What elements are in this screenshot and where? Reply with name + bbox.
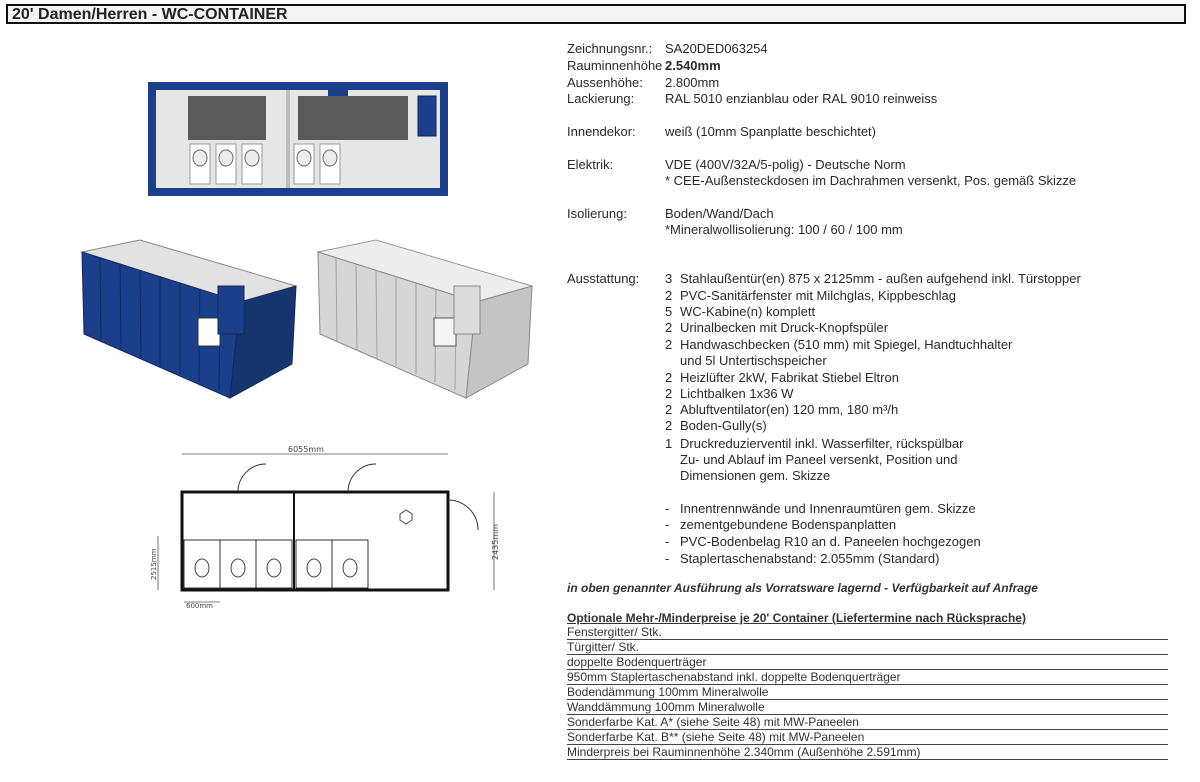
equipment-qty: 5 — [665, 304, 673, 319]
equipment-text: Staplertaschenabstand: 2.055mm (Standard) — [680, 551, 940, 566]
innen-value: weiß (10mm Spanplatte beschichtet) — [665, 124, 876, 139]
floor-plan-drawing — [148, 440, 508, 612]
equipment-text: Druckreduzierventil inkl. Wasserfilter, rückspülbar — [680, 436, 964, 451]
equipment-text: Innentrennwände und Innenraumtüren gem. Skizze — [680, 501, 976, 516]
equipment-text: WC-Kabine(n) komplett — [680, 304, 816, 319]
equipment-qty: - — [665, 534, 670, 549]
elektrik-note: * CEE-Außensteckdosen im Dachrahmen versenkt, Pos. gemäß Skizze — [665, 173, 1077, 188]
option-item: Sonderfarbe Kat. A* (siehe Seite 48) mit MW-Paneelen — [567, 715, 1168, 730]
equipment-text: Boden-Gully(s) — [680, 418, 767, 433]
equipment-qty: - — [665, 501, 670, 516]
equipment-qty: 2 — [665, 418, 673, 433]
lack-value: RAL 5010 enzianblau oder RAL 9010 reinweiss — [665, 91, 938, 106]
options-title: Optionale Mehr-/Minderpreise je 20' Container (Liefertermine nach Rücksprache) — [567, 611, 1026, 625]
iso-note: *Mineralwollisolierung: 100 / 60 / 100 mm — [665, 222, 903, 237]
equipment-text: Heizlüfter 2kW, Fabrikat Stiebel Eltron — [680, 370, 899, 385]
top-view-render — [148, 82, 448, 196]
option-item: Minderpreis bei Rauminnenhöhe 2.340mm (Außenhöhe 2.591mm) — [567, 745, 1168, 760]
iso-label: Isolierung: — [567, 206, 627, 221]
equipment-text: Dimensionen gem. Skizze — [680, 468, 831, 483]
zeichnung-label: Zeichnungsnr.: — [567, 41, 653, 56]
equipment-qty: 1 — [665, 436, 673, 451]
equipment-text: PVC-Bodenbelag R10 an d. Paneelen hochgezogen — [680, 534, 981, 549]
equipment-text: Lichtbalken 1x36 W — [680, 386, 794, 401]
equipment-text: Zu- und Ablauf im Paneel versenkt, Position und — [680, 452, 958, 467]
equipment-text: Urinalbecken mit Druck-Knopfspüler — [680, 320, 889, 335]
equipment-text: zementgebundene Bodenspanplatten — [680, 517, 897, 532]
raum-value: 2.540mm — [665, 58, 721, 73]
raum-label: Rauminnenhöhe — [567, 58, 663, 73]
blue-container-render — [80, 236, 300, 400]
option-item: Bodendämmung 100mm Mineralwolle — [567, 685, 1168, 700]
equipment-qty: 3 — [665, 271, 673, 286]
equipment-qty: 2 — [665, 320, 673, 335]
option-item: 950mm Staplertaschenabstand inkl. doppelte Bodenquerträger — [567, 670, 1168, 685]
option-item: Wanddämmung 100mm Mineralwolle — [567, 700, 1168, 715]
equipment-qty: 2 — [665, 402, 673, 417]
equipment-qty: - — [665, 551, 670, 566]
aussen-value: 2.800mm — [665, 75, 720, 90]
ausstattung-label: Ausstattung: — [567, 271, 640, 286]
elektrik-label: Elektrik: — [567, 157, 614, 172]
iso-value: Boden/Wand/Dach — [665, 206, 774, 221]
equipment-qty: 2 — [665, 288, 673, 303]
elektrik-value: VDE (400V/32A/5-polig) - Deutsche Norm — [665, 157, 906, 172]
option-item: doppelte Bodenquerträger — [567, 655, 1168, 670]
option-item: Sonderfarbe Kat. B** (siehe Seite 48) mit MW-Paneelen — [567, 730, 1168, 745]
side-dimension: 2515mm — [150, 548, 158, 580]
innen-label: Innendekor: — [567, 124, 636, 139]
width-dimension: 2435mm — [491, 524, 500, 560]
equipment-text: Handwaschbecken (510 mm) mit Spiegel, Handtuchhalter — [680, 337, 1013, 352]
length-dimension: 6055mm — [288, 445, 324, 454]
page-title: 20' Damen/Herren - WC-CONTAINER — [6, 4, 1186, 24]
equipment-text: Stahlaußentür(en) 875 x 2125mm - außen aufgehend inkl. Türstopper — [680, 271, 1081, 286]
grey-container-render — [316, 236, 536, 400]
availability-note: in oben genannter Ausführung als Vorratsware lagernd - Verfügbarkeit auf Anfrage — [567, 581, 1038, 595]
lack-label: Lackierung: — [567, 91, 635, 106]
equipment-qty: 2 — [665, 370, 673, 385]
equipment-qty: 2 — [665, 386, 673, 401]
equipment-text: und 5l Untertischspeicher — [680, 353, 827, 368]
equipment-text: Abluftventilator(en) 120 mm, 180 m³/h — [680, 402, 899, 417]
equipment-qty: 2 — [665, 337, 673, 352]
aussen-label: Aussenhöhe: — [567, 75, 643, 90]
option-item: Fenstergitter/ Stk. — [567, 625, 1168, 640]
equipment-text: PVC-Sanitärfenster mit Milchglas, Kippbeschlag — [680, 288, 957, 303]
equipment-qty: - — [665, 517, 670, 532]
option-item: Türgitter/ Stk. — [567, 640, 1168, 655]
cabin-dimension: 600mm — [186, 602, 213, 610]
zeichnung-value: SA20DED063254 — [665, 41, 768, 56]
